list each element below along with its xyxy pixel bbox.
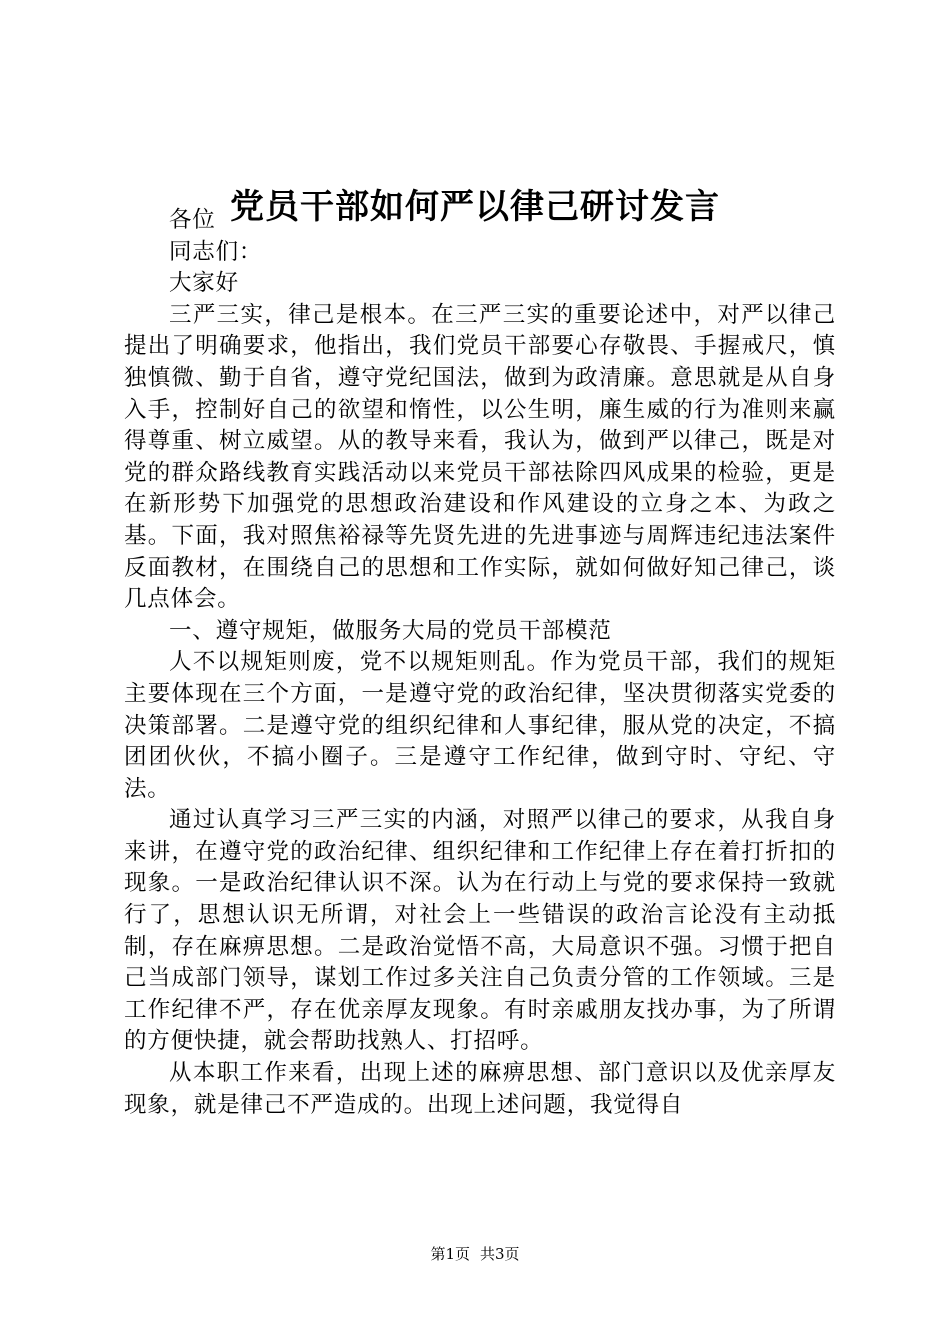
body-paragraph: 人不以规矩则废，党不以规矩则乱。作为党员干部，我们的规矩主要体现在三个方面，一是遵守党的政治纪律，坚决贯彻落实党委的决策部署。二是遵守党的组织纪律和人事纪律，服从党的决定，不搞团团伙伙，不搞小圈子。三是遵守工作纪律，做到守时、守纪、守法。 xyxy=(124,649,836,802)
document-body xyxy=(124,205,836,1121)
page-total: 共3页 xyxy=(480,1245,520,1263)
body-paragraph: 三严三实，律己是根本。在三严三实的重要论述中，对严以律己提出了明确要求，他指出，我们党员干部要心存敬畏、手握戒尺，慎独慎微、勤于自省，遵守党纪国法，做到为政清廉。意思就是从自身入手，控制好自己的欲望和惰性，以公生明，廉生威的行为准则来赢得尊重、树立威望。从的教导来看，我认为，做到严以律己，既是对党的群众路线教育实践活动以来党员干部祛除四风成果的检验，更是在新形势下加强党的思想政治建设和作风建设的立身之本、为政之基。下面，我对照焦裕禄等先贤先进的先进事迹与周辉违纪违法案件反面教材，在围绕自己的思想和工作实际，就如何做好知己律己，谈几点体会。 xyxy=(124,301,836,613)
page-footer xyxy=(0,1243,950,1265)
document-title: 党员干部如何严以律己研讨发言 xyxy=(230,187,720,227)
body-paragraph: 从本职工作来看，出现上述的麻痹思想、部门意识以及优亲厚友现象，就是律己不严造成的。出现上述问题，我觉得自 xyxy=(124,1060,836,1118)
section-heading: 一、遵守规矩，做服务大局的党员干部模范 xyxy=(169,617,612,644)
salutation-line-2: 同志们： xyxy=(169,238,263,265)
page-number: 第1页 xyxy=(430,1245,470,1263)
body-paragraph: 通过认真学习三严三实的内涵，对照严以律己的要求，从我自身来讲，在遵守党的政治纪律、组织纪律和工作纪律上存在着打折扣的现象。一是政治纪律认识不深。认为在行动上与党的要求保持一致就行了，思想认识无所谓，对社会上一些错误的政治言论没有主动抵制，存在麻痹思想。二是政治觉悟不高，大局意识不强。习惯于把自己当成部门领导，谋划工作过多关注自己负责分管的工作领域。三是工作纪律不严，存在优亲厚友现象。有时亲戚朋友找办事，为了所谓的方便快捷，就会帮助找熟人、打招呼。 xyxy=(124,807,836,1055)
greeting-line: 大家好 xyxy=(169,270,239,297)
salutation-line-1: 各位 xyxy=(169,207,216,233)
